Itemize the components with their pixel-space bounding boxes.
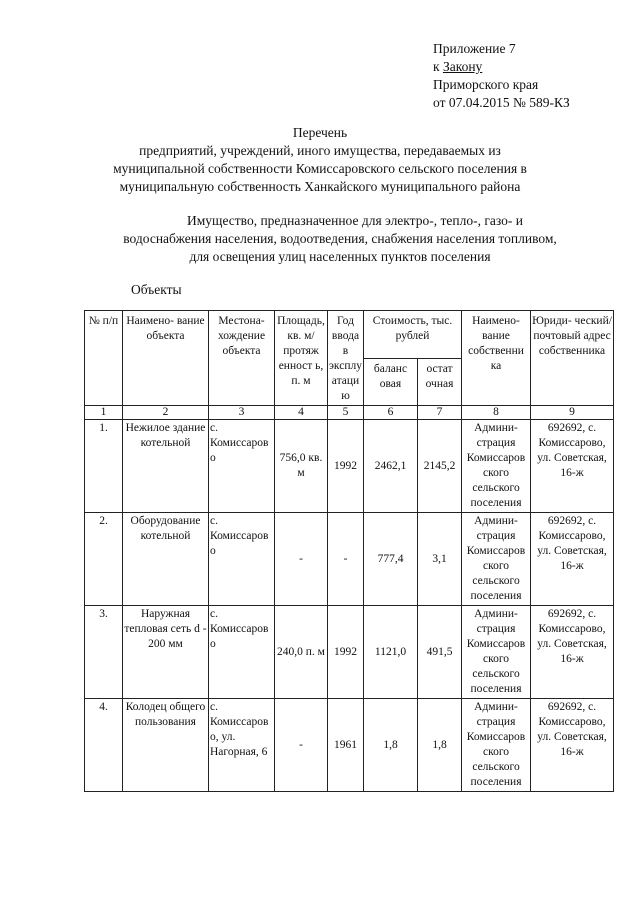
table-row (85, 699, 614, 792)
column-number: 8 (462, 406, 531, 420)
title-line3: муниципальную собственность Ханкайского муниципального района (119, 179, 521, 194)
cell-residual: 1,8 (418, 699, 462, 792)
column-number: 7 (418, 406, 462, 420)
cell-year: 1961 (328, 699, 364, 792)
column-number: 6 (364, 406, 418, 420)
cell-location: с. Комиссаров о, ул. Нагорная, 6 (209, 699, 275, 792)
header-year: Год ввода в эксплу атаци ю (328, 311, 364, 406)
header-residual: остат очная (418, 358, 462, 406)
cell-owner: Админи- страция Комиссаров ского сельского поселения (462, 699, 531, 792)
appendix-line3: Приморского края (433, 77, 539, 92)
appendix-block (433, 40, 570, 112)
cell-address: 692692, с. Комиссарово, ул. Советская, 16-ж (531, 699, 614, 792)
cell-area: - (275, 513, 328, 606)
table-row (85, 606, 614, 699)
header-num: № п/п (85, 311, 123, 406)
property-table (84, 310, 614, 792)
cell-residual: 3,1 (418, 513, 462, 606)
appendix-line2 (433, 58, 570, 76)
cell-address: 692692, с. Комиссарово, ул. Советская, 16-ж (531, 606, 614, 699)
header-name: Наимено- вание объекта (123, 311, 209, 406)
title-heading: Перечень (292, 125, 348, 140)
cell-area: 756,0 кв. м (275, 420, 328, 513)
cell-balance: 1,8 (364, 699, 418, 792)
cell-num: 1. (85, 420, 123, 513)
cell-location: с. Комиссаров о (209, 513, 275, 606)
header-owner-name: Наимено- вание собственни ка (462, 311, 531, 406)
cell-num: 4. (85, 699, 123, 792)
header-area: Площадь, кв. м/ протяж енност ь, п. м (275, 311, 328, 406)
cell-name: Колодец общего пользования (123, 699, 209, 792)
cell-address: 692692, с. Комиссарово, ул. Советская, 16-ж (531, 420, 614, 513)
document-title (0, 124, 640, 196)
objects-label: Объекты (131, 282, 182, 297)
cell-location: с. Комиссаров о (209, 420, 275, 513)
cell-year: 1992 (328, 420, 364, 513)
table-row (85, 513, 614, 606)
header-cost: Стоимость, тыс. рублей (364, 311, 462, 359)
column-number: 4 (275, 406, 328, 420)
subtitle-line2: водоснабжения населения, водоотведения, снабжения населения топливом, (123, 231, 557, 246)
title-line1: предприятий, учреждений, иного имущества, передаваемых из (139, 143, 501, 158)
cell-residual: 2145,2 (418, 420, 462, 513)
subtitle-line1: Имущество, предназначенное для электро-, тепло-, газо- и (187, 213, 523, 228)
appendix-line4: от 07.04.2015 № 589-КЗ (433, 95, 570, 110)
header-location: Местона- хождение объекта (209, 311, 275, 406)
cell-year: 1992 (328, 606, 364, 699)
cell-balance: 2462,1 (364, 420, 418, 513)
header-row (85, 311, 614, 359)
cell-num: 2. (85, 513, 123, 606)
header-owner-address: Юриди- ческий/ почтовый адрес собственника (531, 311, 614, 406)
appendix-line1: Приложение 7 (433, 41, 516, 56)
column-number: 3 (209, 406, 275, 420)
appendix-line2-prefix: к (433, 59, 443, 74)
title-line2: муниципальной собственности Комиссаровского сельского поселения в (113, 161, 527, 176)
cell-year: - (328, 513, 364, 606)
cell-address: 692692, с. Комиссарово, ул. Советская, 16-ж (531, 513, 614, 606)
cell-owner: Админи- страция Комиссаров ского сельского поселения (462, 513, 531, 606)
cell-location: с. Комиссаров о (209, 606, 275, 699)
cell-residual: 491,5 (418, 606, 462, 699)
cell-owner: Админи- страция Комиссаров ского сельского поселения (462, 420, 531, 513)
cell-balance: 777,4 (364, 513, 418, 606)
law-link[interactable]: Закону (442, 59, 483, 74)
cell-area: - (275, 699, 328, 792)
cell-name: Оборудование котельной (123, 513, 209, 606)
cell-name: Нежилое здание котельной (123, 420, 209, 513)
column-number-row (85, 406, 614, 420)
column-number: 2 (123, 406, 209, 420)
cell-name: Наружная тепловая сеть d - 200 мм (123, 606, 209, 699)
cell-area: 240,0 п. м (275, 606, 328, 699)
table-row (85, 420, 614, 513)
cell-owner: Админи- страция Комиссаров ского сельского поселения (462, 606, 531, 699)
column-number: 1 (85, 406, 123, 420)
document-subtitle (40, 212, 640, 266)
cell-balance: 1121,0 (364, 606, 418, 699)
subtitle-line3: для освещения улиц населенных пунктов поселения (189, 249, 491, 264)
header-balance: баланс овая (364, 358, 418, 406)
column-number: 5 (328, 406, 364, 420)
cell-num: 3. (85, 606, 123, 699)
column-number: 9 (531, 406, 614, 420)
